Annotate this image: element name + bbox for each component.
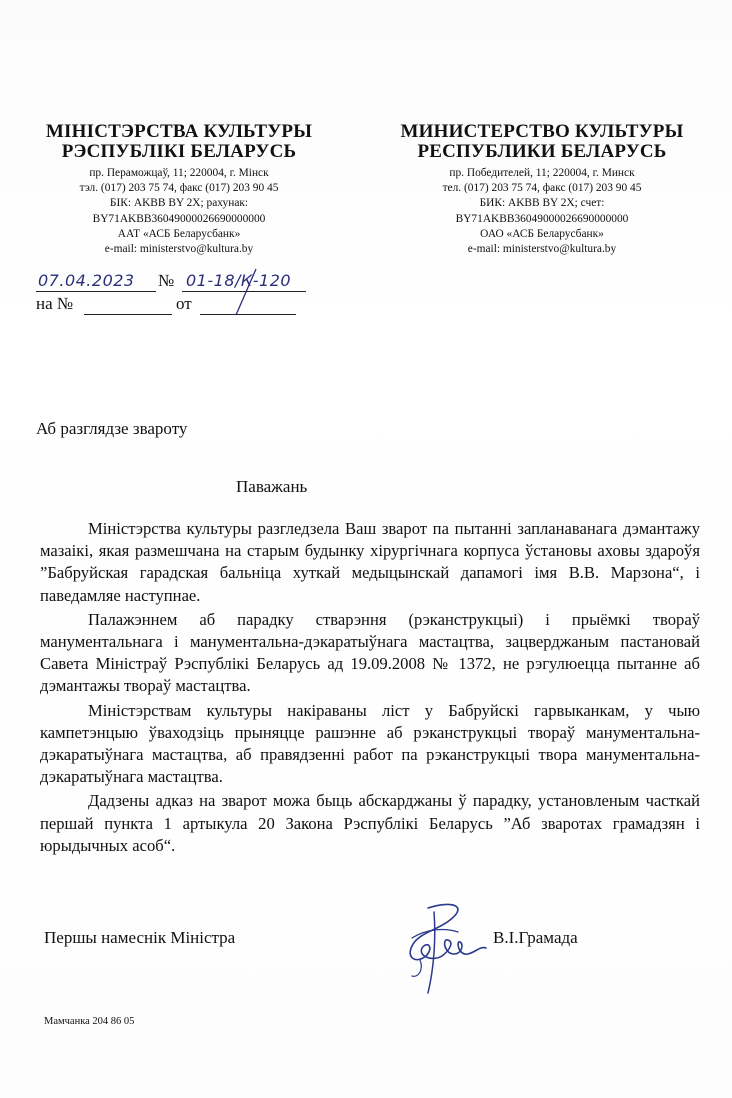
number-label: №	[158, 271, 175, 290]
phone-fax: тэл. (017) 203 75 74, факс (017) 203 90 45	[79, 182, 279, 195]
handwritten-signature	[398, 898, 498, 998]
ministry-title-line1: МІНІСТЭРСТВА КУЛЬТУРЫ	[45, 121, 313, 142]
paragraph-3: Міністэрствам культуры накіраваны ліст у Бабруйскі гарвыканкам, у чыю кампетэнцыю ўваходзіць прыняцце рашэнне аб рэканструкцыі твораў манументальна-дэкаратыўнага мастацтва, аб правядзенні работ па рэканструкцыі твора манументальна-дэкаратыўнага мастацтва.	[40, 700, 700, 787]
salutation: Паважань	[236, 477, 308, 496]
executor-contact: Мамчанка 204 86 05	[44, 1016, 135, 1027]
reply-number-underline	[84, 314, 172, 315]
from-label: от	[176, 294, 192, 313]
signatory-name: В.І.Грамада	[493, 928, 578, 947]
date-underline	[36, 291, 156, 292]
bank-account: BY71AKBB36049000026690000000	[92, 212, 266, 225]
letter-subject: Аб разглядзе звароту	[36, 419, 188, 438]
from-date-underline	[200, 314, 296, 315]
letter-body	[40, 518, 700, 859]
bank-code: БІК: AKBB BY 2X; рахунак:	[109, 197, 249, 210]
handwritten-number: 01-18/К-120	[186, 271, 292, 290]
bank-code: БИК: AKBB BY 2X; счет:	[479, 197, 605, 210]
ministry-title-line1: МИНИСТЕРСТВО КУЛЬТУРЫ	[400, 121, 684, 142]
email: e-mail: ministerstvo@kultura.by	[467, 243, 617, 256]
address: пр. Победителей, 11; 220004, г. Минск	[449, 167, 635, 179]
letterhead-russian	[384, 122, 700, 257]
bank-name: ОАО «АСБ Беларусбанк»	[480, 227, 604, 240]
paragraph-4: Дадзены адказ на зварот можа быць абскарджаны ў парадку, установленым часткай першай пункта 1 артыкула 20 Закона Рэспублікі Беларусь ”Аб зваротах грамадзян і юрыдычных асоб“.	[40, 791, 700, 855]
ministry-title-line2: РЕСПУБЛИКИ БЕЛАРУСЬ	[417, 141, 667, 162]
address: пр. Пераможцаў, 11; 220004, г. Мінск	[89, 167, 269, 179]
bank-name: ААТ «АСБ Беларусбанк»	[117, 227, 241, 240]
incoming-reference	[36, 294, 316, 318]
paragraph-1: Міністэрства культуры разгледзела Ваш зварот па пытанні запланаванага дэмантажу мазаікі, якая размешчана на старым будынку хірургічнага корпуса ўстановы аховы здароўя ”Бабруйская гарадская бальніца хуткай медыцынскай дапамогі імя В.В. Марзона“, і паведамляе наступнае.	[40, 519, 700, 605]
email: e-mail: ministerstvo@kultura.by	[104, 243, 254, 256]
letterhead-belarusian	[24, 122, 334, 257]
outgoing-registration	[36, 271, 316, 295]
ministry-title-line2: РЭСПУБЛІКІ БЕЛАРУСЬ	[61, 141, 297, 162]
signatory-position: Першы намеснік Міністра	[44, 928, 236, 947]
handwritten-date: 07.04.2023	[38, 271, 135, 290]
paragraph-2: Палажэннем аб парадку стварэння (рэканструкцыі) і прыёмкі твораў манументальнага і манументальна-дэкаратыўнага мастацтва, зацверджаным пастановай Савета Міністраў Рэспублікі Беларусь ад 19.09.2008 № 1372, не рэгулюецца пытанне аб дэмантажы твораў мастацтва.	[40, 609, 700, 696]
bank-account: BY71AKBB36049000026690000000	[455, 212, 629, 225]
phone-fax: тел. (017) 203 75 74, факс (017) 203 90 45	[442, 182, 642, 195]
reply-to-label: на №	[36, 294, 74, 313]
